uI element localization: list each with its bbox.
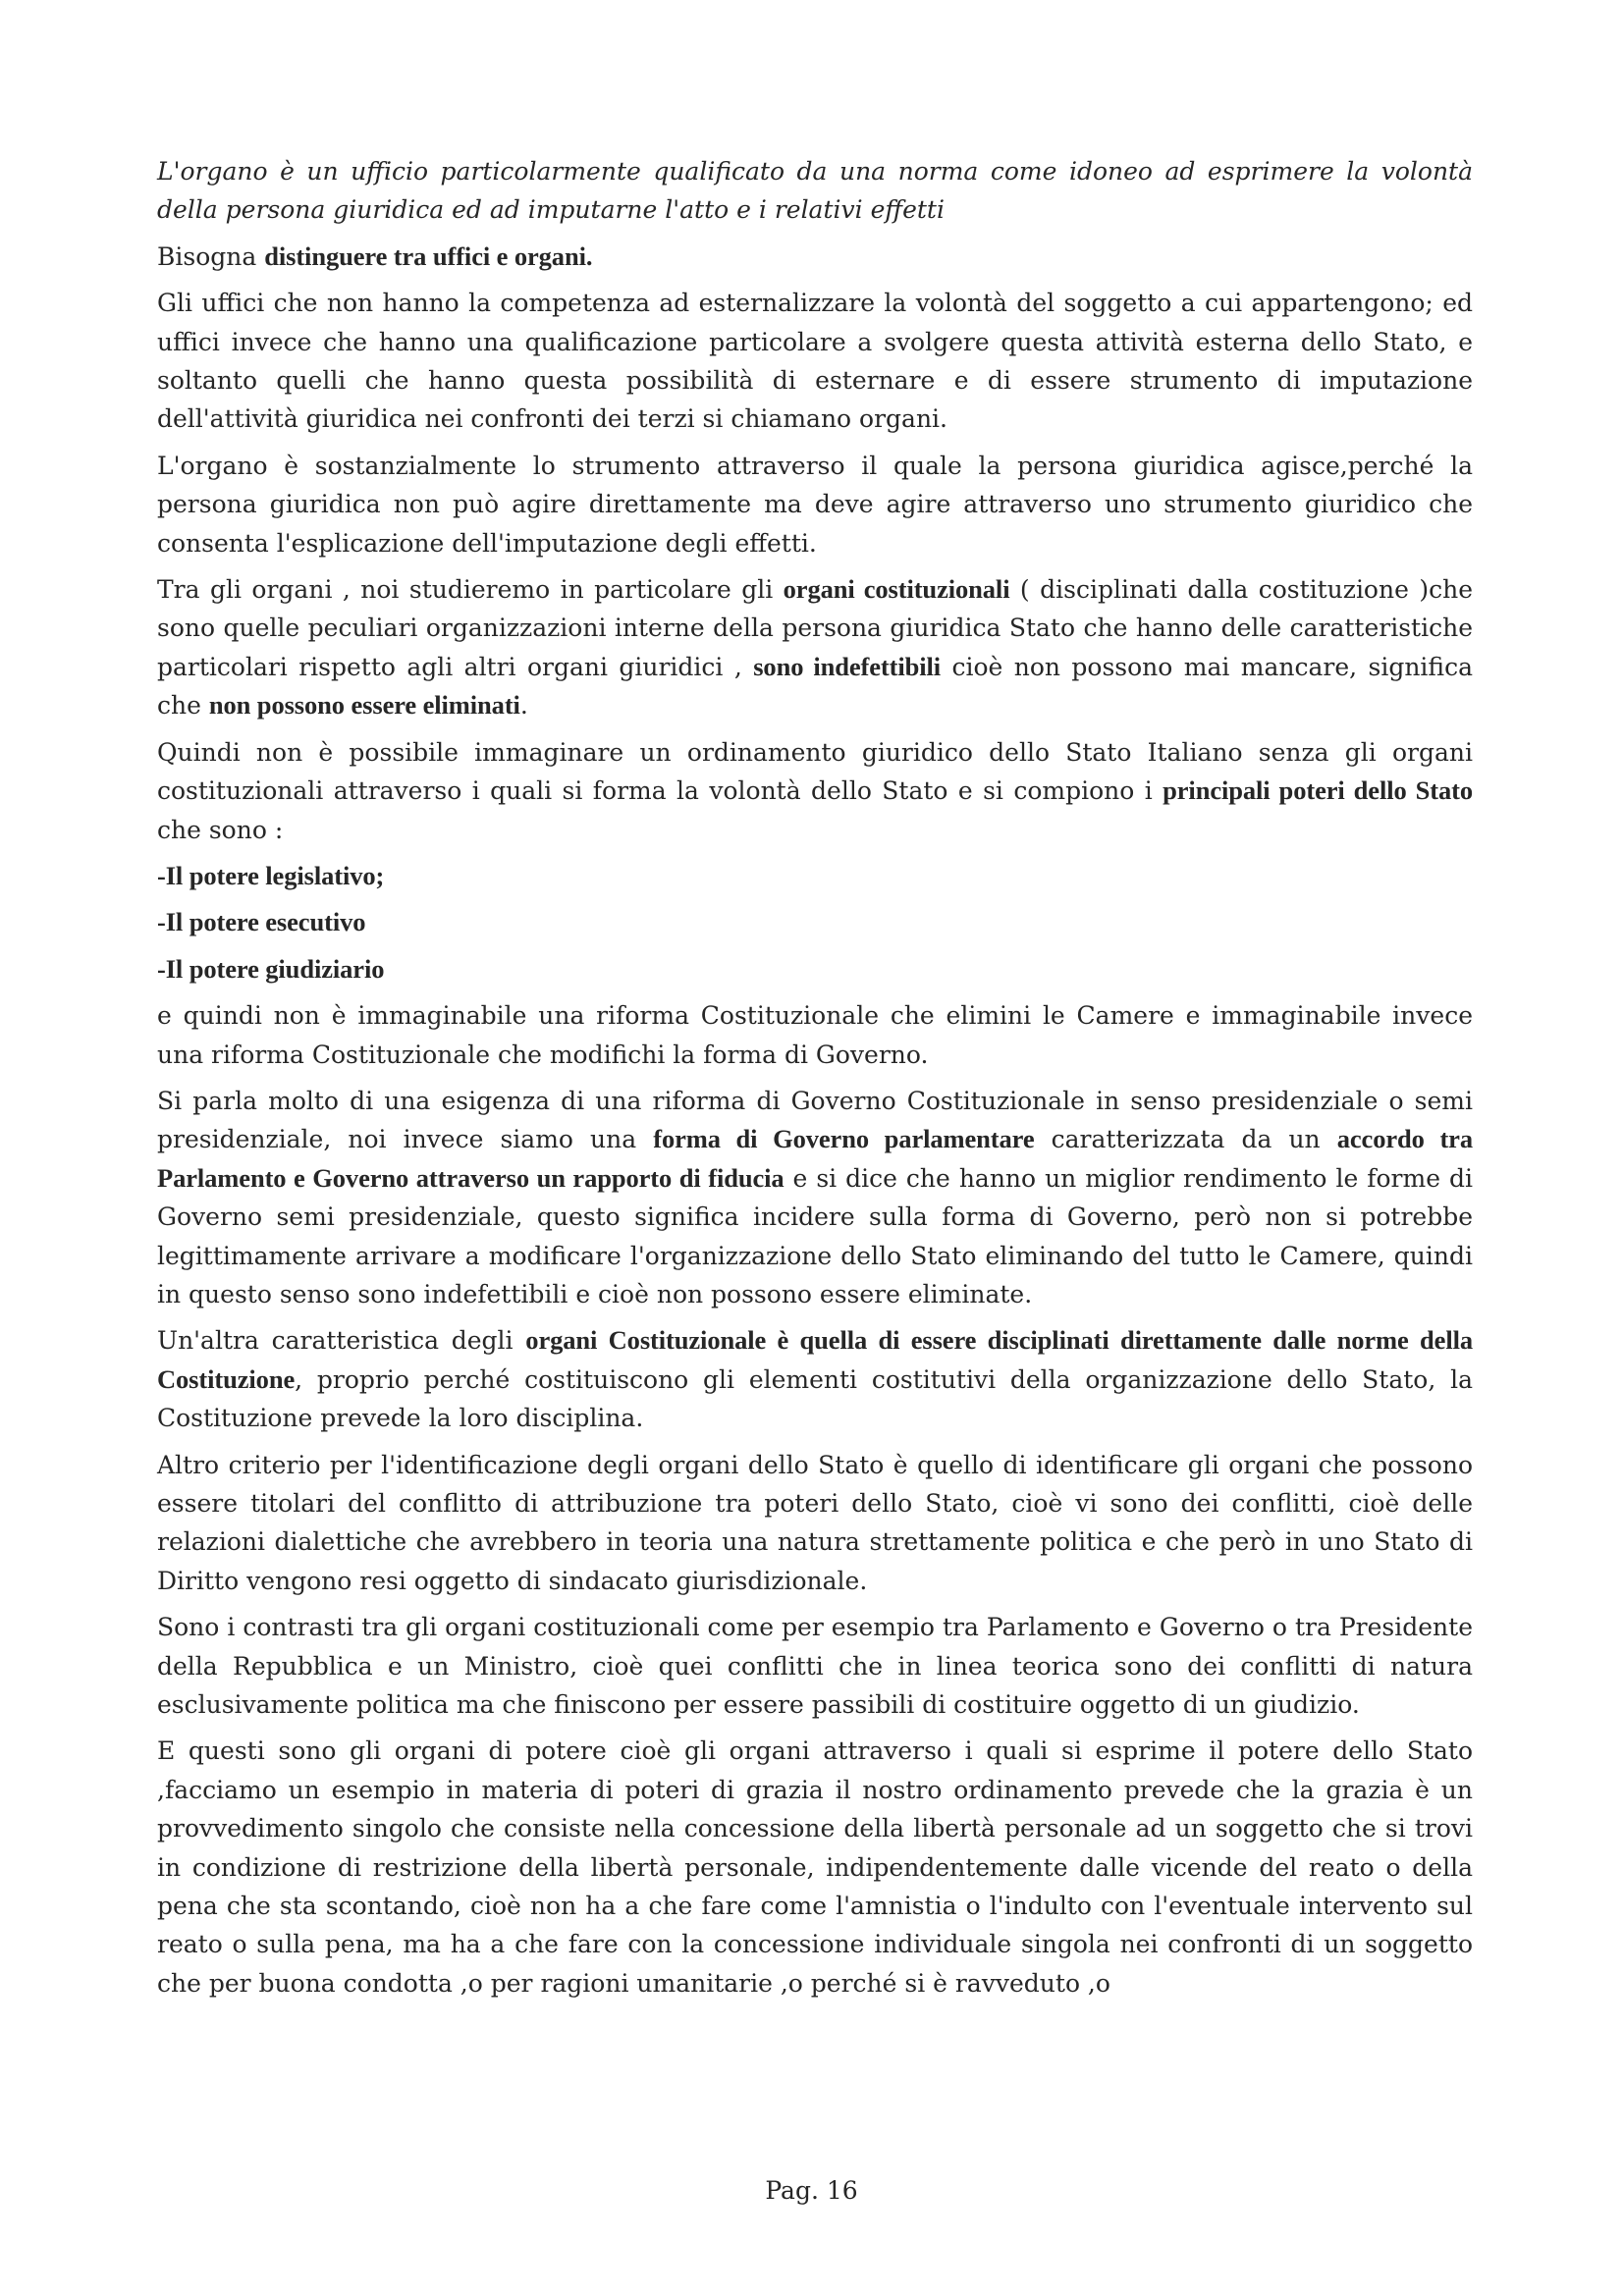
text-run: Gli uffici che non hanno la competenza ad esternalizzare la volontà del soggetto a cui appartengono; ed uffici invece che hanno una qualificazione particolare a svolgere questa attività esterna dello Stato, e soltanto quelli che hanno questa possibilità di esternare e di essere strumento di imputazione dell'attività giuridica nei confronti dei terzi si chiamano organi.: [157, 289, 1473, 434]
text-run: e si dice che hanno un miglior rendimento le forme di Governo semi presidenziale, questo significa incidere sulla forma di Governo, però non si potrebbe legittimamente arrivare a modificare l'organizzazione dello Stato eliminando del tutto le Camere, quindi in questo senso sono indefettibili e cioè non possono essere eliminate.: [157, 1163, 1473, 1308]
text-run: E questi sono gli organi di potere cioè gli organi attraverso i quali si esprime il potere dello Stato ,facciamo un esempio in materia di poteri di grazia il nostro ordinamento prevede che la grazia è un provvedimento singolo che consiste nella concessione della libertà personale ad un soggetto che si trovi in condizione di restrizione della libertà personale, indipendentemente dalle vicende del reato o della pena che sta scontando, cioè non ha a che fare come l'amnistia o l'indulto con l'eventuale intervento sul reato o sulla pena, ma ha a che fare con la concessione individuale singola nei confronti di un soggetto che per buona condotta ,o per ragioni umanitarie ,o perché si è ravveduto ,o: [157, 1736, 1473, 1998]
bold-text: organi costituzionali: [783, 574, 1010, 605]
text-run: cioè non possono mai mancare, significa che: [157, 652, 1473, 721]
text-run: , proprio perché costituiscono gli elementi costitutivi della organizzazione dello Stato, la Costituzione prevede la loro disciplina.: [157, 1364, 1473, 1433]
document-body: [157, 152, 1473, 2010]
text-run: Un'altra caratteristica degli: [157, 1326, 526, 1356]
text-run: Tra gli organi , noi studieremo in particolare gli: [157, 575, 784, 605]
text-run: L'organo è un ufficio particolarmente qualificato da una norma come idoneo ad esprimere la volontà della persona giuridica ed ad imputarne l'atto e i relativi effetti: [157, 157, 1473, 225]
text-run: caratterizzata da un: [1034, 1125, 1337, 1154]
text-run: Quindi non è possibile immaginare un ordinamento giuridico dello Stato Italiano senza gli organi costituzionali attraverso i quali si forma la volontà dello Stato e si compiono i: [157, 737, 1473, 806]
paragraph: [157, 447, 1473, 562]
paragraph: [157, 996, 1473, 1074]
text-run: L'organo è sostanzialmente lo strumento attraverso il quale la persona giuridica agisce,perché la persona giuridica non può agire direttamente ma deve agire attraverso uno strumento giuridico che consenta l'esplicazione dell'imputazione degli effetti.: [157, 451, 1473, 558]
text-run: Bisogna: [157, 241, 265, 271]
bold-text: organi Costituzionale è quella di essere disciplinati direttamente dalle norme della Costituzione: [157, 1325, 1474, 1394]
text-run: e quindi non è immaginabile una riforma Costituzionale che elimini le Camere e immaginabile invece una riforma Costituzionale che modifichi la forma di Governo.: [157, 1001, 1473, 1069]
paragraph: [157, 1321, 1473, 1437]
text-run: Altro criterio per l'identificazione degli organi dello Stato è quello di identificare gli organi che possono essere titolari del conflitto di attribuzione tra poteri dello Stato, cioè vi sono dei conflitti, cioè delle relazioni dialettiche che avrebbero in teoria una natura strettamente politica e che però in uno Stato di Diritto vengono resi oggetto di sindacato giurisdizionale.: [157, 1450, 1473, 1595]
paragraph: [157, 570, 1473, 725]
text-run: Si parla molto di una esigenza di una riforma di Governo Costituzionale in senso presidenziale o semi presidenziale, noi invece siamo una: [157, 1086, 1473, 1154]
text-run: che sono :: [157, 815, 284, 844]
paragraph: [157, 1608, 1473, 1724]
list-item: [157, 950, 1473, 988]
page-number: Pag. 16: [765, 2176, 858, 2205]
bold-text: forma di Governo parlamentare: [653, 1124, 1035, 1154]
list-item: [157, 903, 1473, 941]
text-run: Sono i contrasti tra gli organi costituzionali come per esempio tra Parlamento e Governo o tra Presidente della Repubblica e un Ministro, cioè quei conflitti che in linea teorica sono dei conflitti di natura esclusivamente politica ma che finiscono per essere passibili di costituire oggetto di un giudizio.: [157, 1613, 1473, 1720]
bold-text: -Il potere esecutivo: [157, 907, 366, 937]
bold-text: distinguere tra uffici e organi.: [264, 240, 593, 271]
paragraph: [157, 238, 1473, 276]
definition-paragraph: [157, 152, 1473, 230]
bold-text: -Il potere legislativo;: [157, 860, 385, 890]
bold-text: -Il potere giudiziario: [157, 953, 385, 984]
bold-text: sono indefettibili: [753, 651, 942, 681]
bold-text: non possono essere eliminati: [208, 690, 520, 721]
bold-text: accordo tra Parlamento e Governo attraverso un rapporto di fiducia: [157, 1124, 1473, 1193]
paragraph: [157, 1082, 1473, 1313]
text-run: ( disciplinati dalla costituzione )che sono quelle peculiari organizzazioni interne della persona giuridica Stato che hanno delle caratteristiche particolari rispetto agli altri organi giuridici ,: [157, 575, 1473, 681]
list-item: [157, 857, 1473, 895]
bold-text: principali poteri dello Stato: [1163, 775, 1473, 806]
paragraph: [157, 1446, 1473, 1601]
paragraph: [157, 733, 1473, 849]
paragraph: [157, 284, 1473, 439]
text-run: .: [519, 691, 528, 721]
paragraph: [157, 1732, 1473, 2002]
